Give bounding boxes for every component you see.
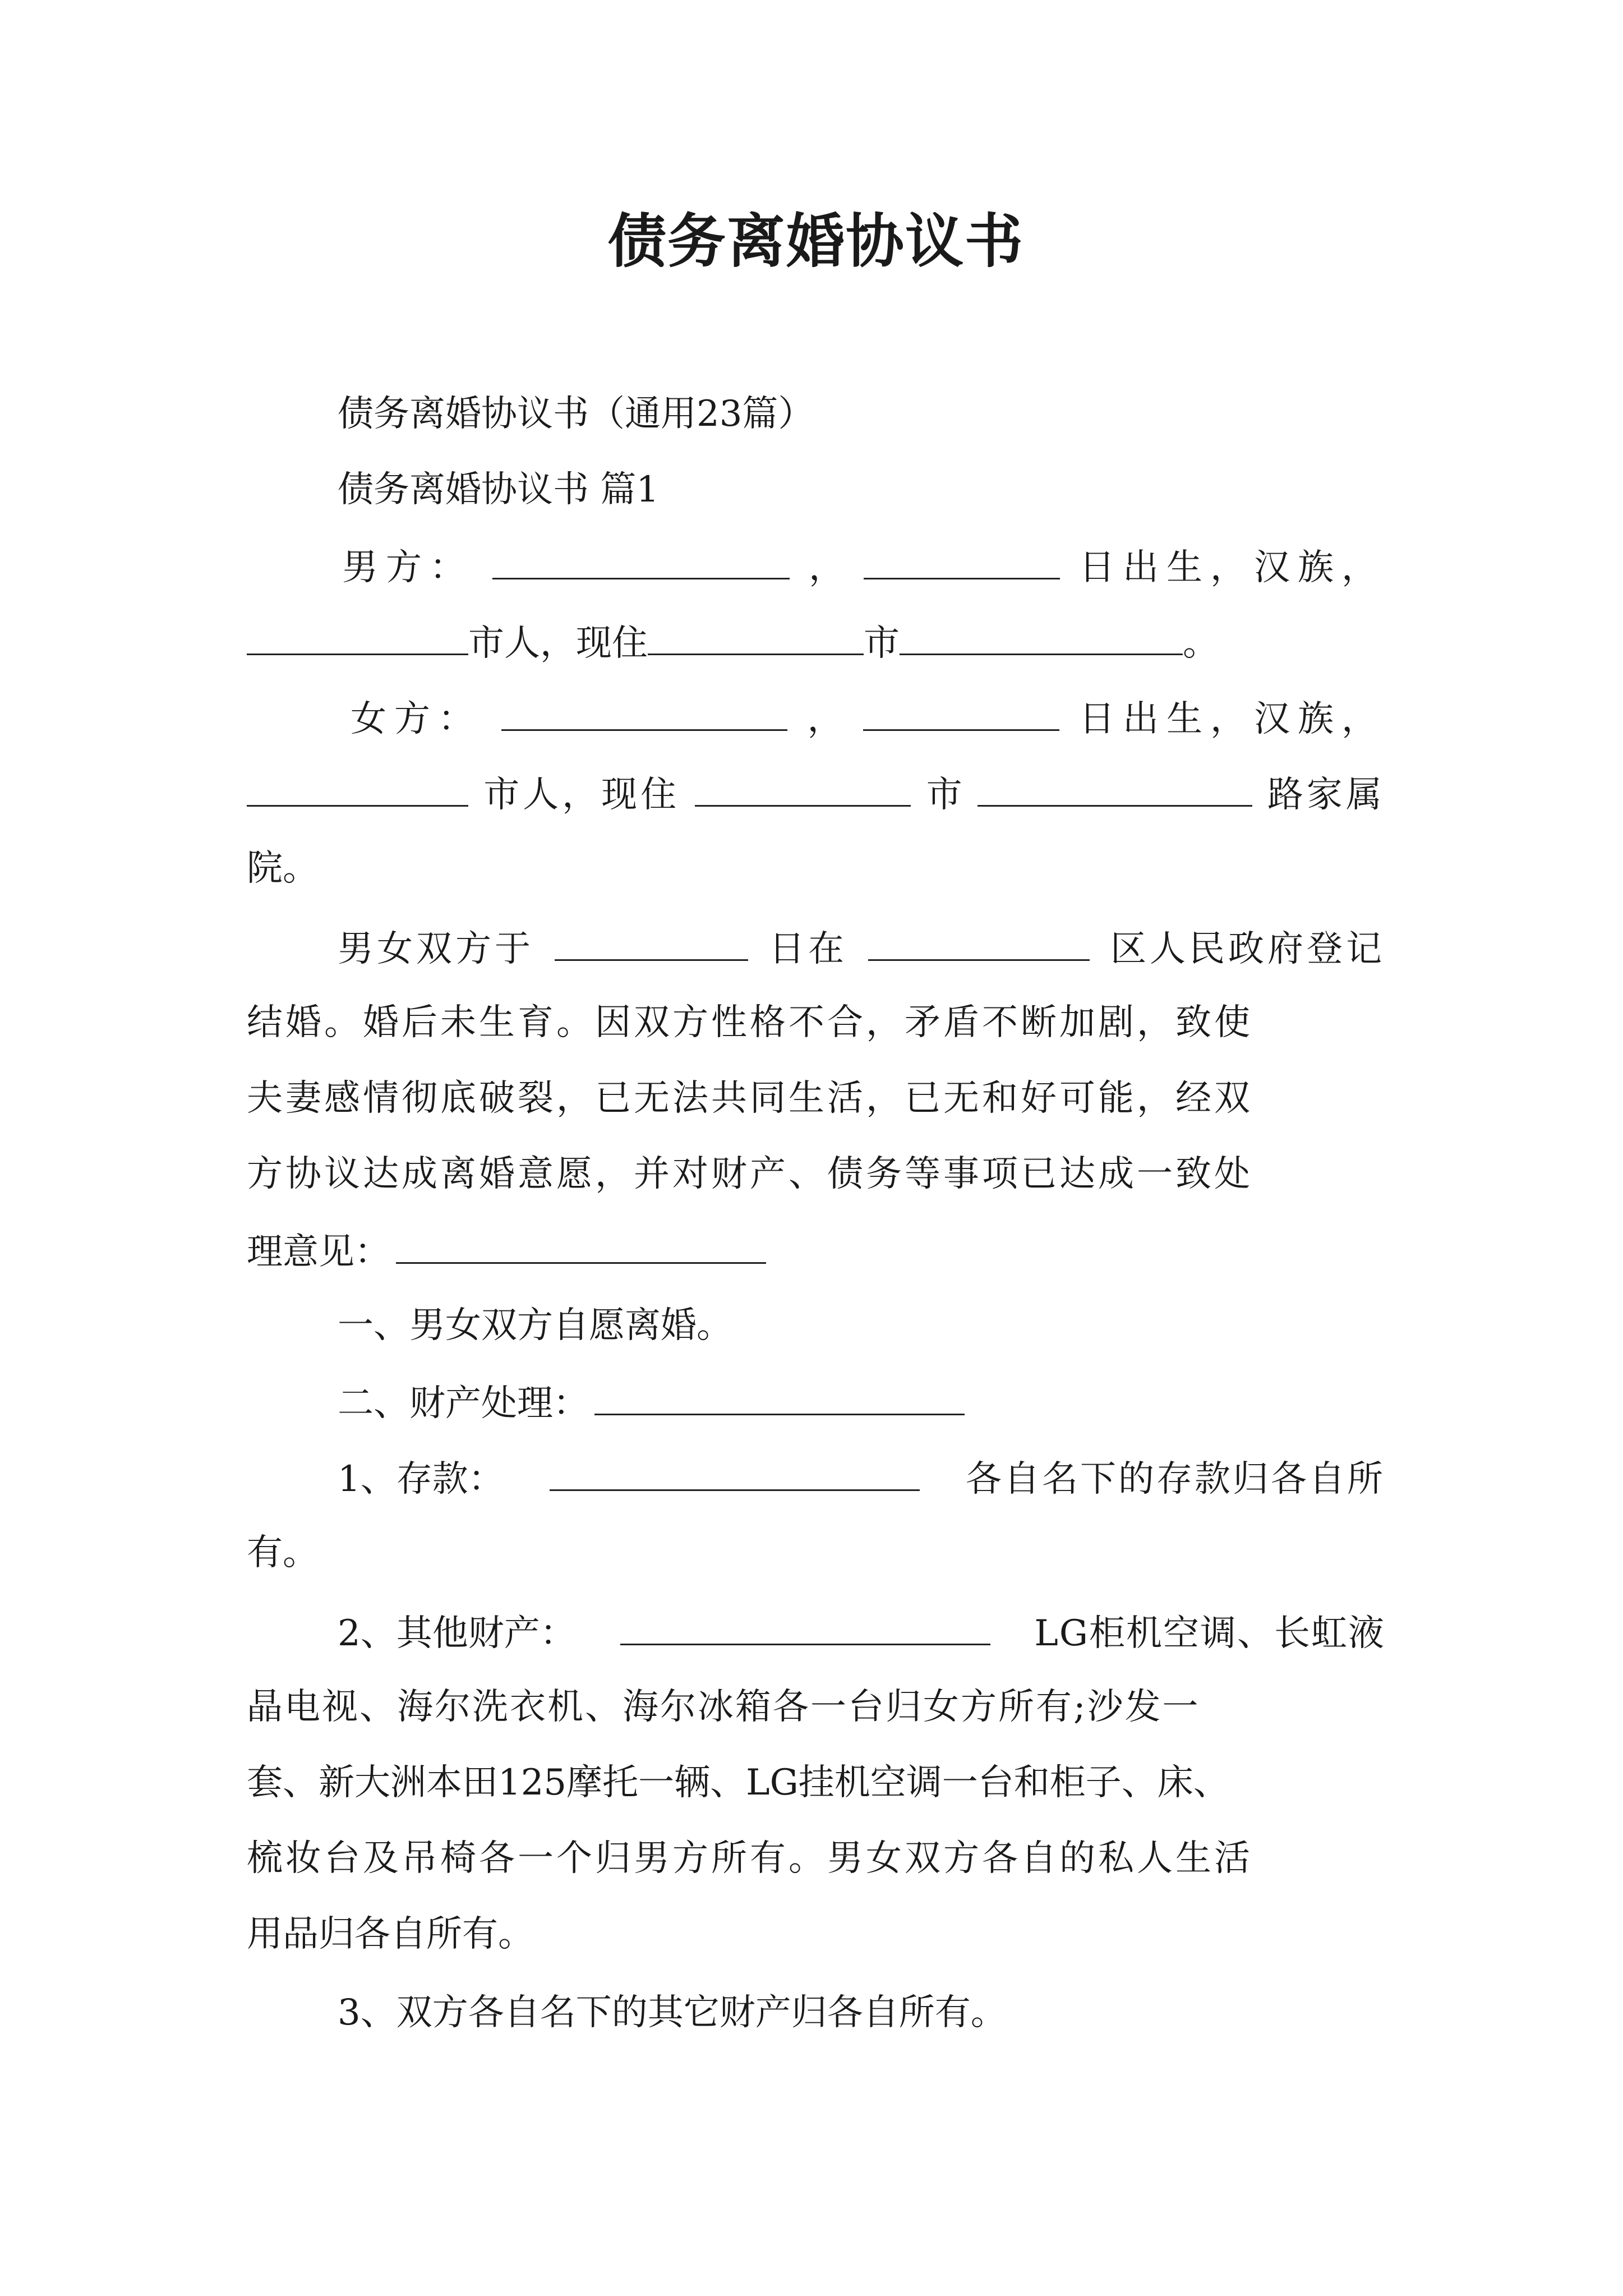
male-line-1	[247, 539, 1385, 595]
male-city-person-text: 市人，现住	[468, 623, 648, 664]
female-road-text: 路家属	[1267, 774, 1385, 816]
female-comma: ，	[807, 698, 843, 740]
female-line-1	[247, 690, 1385, 746]
property-blank	[594, 1374, 965, 1415]
male-residence-blank	[648, 614, 864, 655]
male-end-text: 。	[1183, 623, 1219, 664]
other-property-text: LG柜机空调、长虹液	[1034, 1613, 1385, 1654]
male-comma: ，	[809, 547, 845, 588]
marriage-line-2: 结婚。婚后未生育。因双方性格不合，矛盾不断加剧，致使	[247, 1002, 1253, 1043]
marriage-date-prefix: 男女双方于	[338, 928, 534, 970]
female-birth-blank	[863, 690, 1059, 731]
opinion-blank	[396, 1223, 766, 1264]
other-property-line-5: 用品归各自所有。	[247, 1913, 534, 1955]
male-birth-blank	[864, 539, 1060, 579]
deposit-blank	[550, 1450, 920, 1491]
other-property-label: 2、其他财产：	[338, 1613, 576, 1654]
male-name-blank	[492, 539, 790, 579]
female-born-text: 日出生，汉族，	[1079, 698, 1385, 740]
female-residence-blank	[695, 766, 911, 807]
male-city-text: 市	[864, 623, 900, 664]
marriage-date-blank	[555, 920, 748, 961]
deposit-text: 各自名下的存款归各自所	[966, 1458, 1385, 1500]
male-origin-blank	[247, 614, 468, 655]
clause-two	[247, 1374, 1476, 1430]
subtitle: 债务离婚协议书（通用23篇）	[338, 393, 814, 435]
male-line-2	[247, 614, 1385, 670]
female-name-blank	[501, 690, 787, 731]
marriage-place-prefix: 日在	[769, 928, 847, 970]
deposit-line-1	[247, 1450, 1385, 1506]
other-property-line-1	[247, 1604, 1385, 1660]
other-property-line-4: 梳妆台及吊椅各一个归男方所有。男女双方各自的私人生活	[247, 1838, 1253, 1879]
male-born-text: 日出生，汉族，	[1079, 547, 1385, 588]
other-property-line-3: 套、新大洲本田125摩托一辆、LG挂机空调一台和柜子、床、	[247, 1762, 1229, 1803]
other-property-blank	[620, 1604, 990, 1645]
clause-two-label: 二、财产处理：	[338, 1383, 589, 1424]
female-label: 女方：	[351, 698, 482, 740]
marriage-line-1	[247, 920, 1385, 976]
female-origin-blank	[247, 766, 468, 807]
marriage-line-3: 夫妻感情彻底破裂，已无法共同生活，已无和好可能，经双	[247, 1078, 1253, 1119]
female-city-text: 市	[926, 774, 962, 816]
clause-three: 3、双方各自名下的其它财产归各自所有。	[338, 1992, 1007, 2033]
female-address-blank	[978, 766, 1252, 807]
marriage-district-blank	[868, 920, 1090, 961]
marriage-line-4: 方协议达成离婚意愿，并对财产、债务等事项已达成一致处	[247, 1153, 1253, 1195]
other-property-line-2: 晶电视、海尔洗衣机、海尔冰箱各一台归女方所有;沙发一	[247, 1686, 1200, 1728]
male-label: 男方：	[342, 547, 473, 588]
female-line-3: 院。	[247, 848, 319, 889]
clause-one: 一、男女双方自愿离婚。	[338, 1305, 732, 1346]
female-city-person-text: 市人，现住	[483, 774, 680, 816]
male-address-blank	[900, 614, 1183, 655]
document-title: 债务离婚协议书	[607, 207, 1024, 275]
section-heading: 债务离婚协议书 篇1	[338, 469, 660, 510]
female-line-2	[247, 766, 1385, 822]
opinion-label: 理意见：	[247, 1231, 390, 1273]
document-page	[247, 0, 1385, 2296]
marriage-line-5	[247, 1223, 1385, 1279]
deposit-line-2: 有。	[247, 1532, 319, 1573]
deposit-label: 1、存款：	[338, 1458, 504, 1500]
marriage-registry-text: 区人民政府登记	[1110, 928, 1385, 970]
